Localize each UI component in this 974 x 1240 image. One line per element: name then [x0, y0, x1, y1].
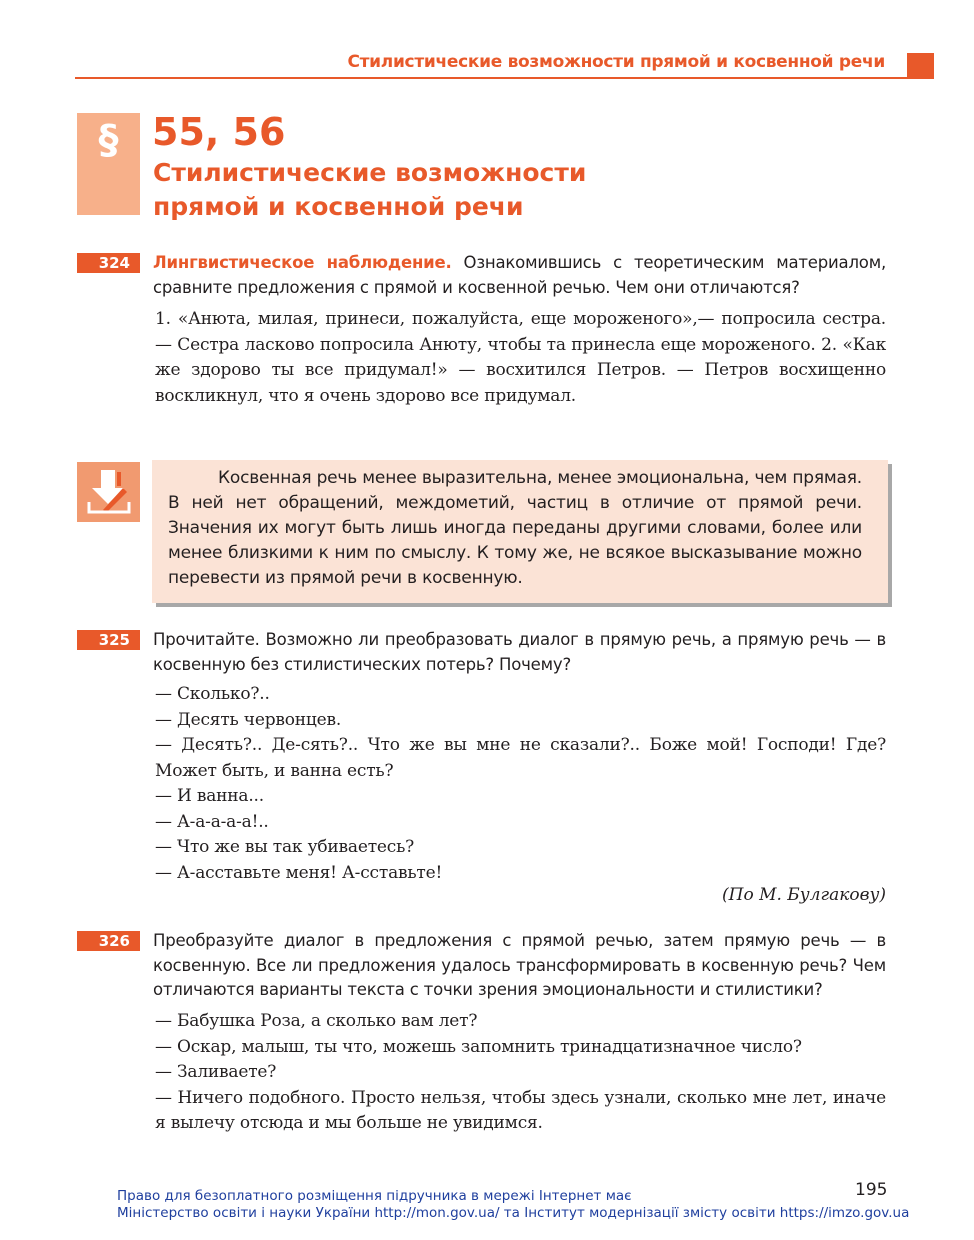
- dialogue: [155, 682, 886, 886]
- dialogue-line: — Сколько?..: [155, 684, 270, 704]
- section-title-line1: Стилистические возможности: [153, 158, 587, 187]
- task-text: Ознакомившись с теоретическим материалом, сравните предложения с прямой и косвенной речью. Чем они отличаются?: [153, 253, 886, 297]
- exercise-task: Прочитайте. Возможно ли преобразовать диалог в прямую речь, а прямую речь — в косвенную без стилистических потерь? Почему?: [153, 630, 886, 674]
- exercise-number: 325: [77, 630, 140, 650]
- header-accent-block: [907, 53, 934, 79]
- dialogue-line: — А-а-а-а-а!..: [155, 811, 269, 832]
- dialogue-line: — И ванна...: [155, 786, 264, 806]
- dialogue-line: — Оскар, малыш, ты что, можешь запомнить тринадцатизначное число?: [155, 1036, 802, 1057]
- footer-line2: Міністерство освіти і науки України http://mon.gov.ua/ та Інститут модернізації змісту освіти https://imzo.gov.ua: [117, 1205, 910, 1221]
- dialogue: [155, 1009, 886, 1137]
- dialogue-line: — Бабушка Роза, а сколько вам лет?: [155, 1011, 478, 1031]
- page-number: 195: [855, 1180, 888, 1200]
- exercise-lead: Лингвистическое наблюдение.: [153, 253, 452, 272]
- section-numbers: 55, 56: [152, 110, 286, 154]
- dialogue-line: — А-асставьте меня! А-сставьте!: [155, 862, 443, 883]
- footer-line1: Право для безоплатного розміщення підручника в мережі Інтернет має: [117, 1188, 632, 1204]
- dialogue-line: — Заливаете?: [155, 1062, 277, 1082]
- exercise-number: 326: [77, 931, 140, 951]
- rule-note: [152, 460, 888, 603]
- source-attribution: (По М. Булгакову): [722, 885, 886, 905]
- section-title: [153, 156, 586, 224]
- section-title-line2: прямой и косвенной речи: [153, 192, 524, 221]
- header-rule: [75, 77, 907, 79]
- exercise-text: [155, 307, 886, 409]
- dialogue-line: — Десять червонцев.: [155, 709, 342, 730]
- dialogue-line: — Ничего подобного. Просто нельзя, чтобы здесь узнали, сколько мне лет, иначе я вылечу отсюда и мы больше не увидимся.: [155, 1087, 886, 1133]
- section-symbol: §: [77, 113, 140, 215]
- footer-notice: [117, 1188, 909, 1222]
- dialogue-line: — Что же вы так убиваетесь?: [155, 837, 415, 857]
- download-rule-icon: [77, 462, 140, 522]
- dialogue-line: — Десять?.. Де-сять?.. Что же вы мне не сказали?.. Боже мой! Господи! Где? Может быть, и ванна есть?: [155, 735, 886, 781]
- exercise-number: 324: [77, 253, 140, 273]
- exercise-task: Преобразуйте диалог в предложения с прямой речью, затем прямую речь — в косвенную. Все ли предложения удалось трансформировать в косвенную речь? Чем отличаются варианты текста с точки зрения эмоциональности и стилистики?: [153, 931, 886, 999]
- note-text: Косвенная речь менее выразительна, менее эмоциональна, чем прямая. В ней нет обращений, междометий, частиц в отличие от прямой речи. Значения их могут быть лишь иногда переданы другими словами, более или менее близкими к ним по смыслу. К тому же, не всякое высказывание можно перевести из прямой речи в косвенную.: [168, 468, 862, 588]
- exercise-task: [153, 251, 886, 300]
- running-header: Стилистические возможности прямой и косвенной речи: [347, 52, 885, 72]
- example-sentences: 1. «Анюта, милая, принеси, пожалуйста, еще мороженого»,— попросила сестра. — Сестра ласково попросила Анюту, чтобы та принесла еще мороженого. 2. «Как же здорово ты все придумал!» — восхитился Петров. — Петров восхищенно воскликнул, что я очень здорово все придумал.: [155, 309, 886, 406]
